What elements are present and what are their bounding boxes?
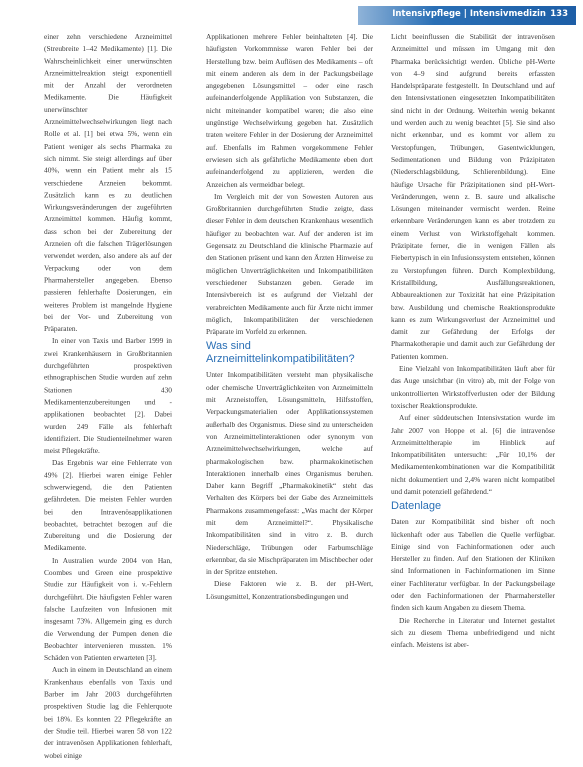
text-column-2 [206, 31, 373, 603]
paragraph: Im Vergleich mit der von Sowesten Autoren aus Großbritannien durchgeführten Studie zeigte, dass dieser Fehler in dem deutschen Krankenhaus wesentlich häufiger zu beobachten war. Auf der anderen ist im Gegensatz zu Deutschland die klinische Pharmazie auf den Stationen präsent und kann den Ärzten Hinweise zu möglichen Unverträglichkeiten und Inkompatibilitäten verschiedener Substanzen geben. Gerade im Intensivbereich ist es aufgrund der Vielzahl der verabreichten Medikamente auch für Ärzte nicht immer möglich, Inkompatibilitäten der verschiedenen Präparate im Vorfeld zu erkennen. [206, 191, 373, 337]
paragraph: Diese Faktoren wie z. B. der pH-Wert, Lösungsmittel, Konzentrationsbedingungen und [206, 579, 373, 601]
paragraph: In Australien wurde 2004 von Han, Coombes und Green eine prospektive Studie zur Häufigkeit von i. v.-Fehlern durchgeführt. Die häufigsten Fehler waren falsche Laufzeiten von Infusionen mit insgesamt 73%. Allgemein ging es durch die Verwendung der Pumpen denen die Beobachter intervenieren mussten. 1% Schäden von Patienten erwarteten [3]. [44, 555, 172, 663]
paragraph: Daten zur Kompatibilität sind bisher oft noch lückenhaft oder aus Tabellen die Quelle verfügbar. Einige sind von Fachinformationen oder auch Hersteller zu finden. Auf den Stationen der Kliniken sind Informationen in Fachinformationen im Sinne einer Fachliteratur verfügbar. In der Packungsbeilage oder den Fachinformationen der Pharmahersteller finden sich kaum Angaben zu diesem Thema. [391, 517, 555, 613]
paragraph: Auch in einem in Deutschland an einem Krankenhaus ebenfalls von Taxis und Barber im Jahr 2003 durchgeführten prospektiven Studie lag die Fehlerquote bei 18%. Es konnten 22 Pflegekräfte an der Studie teil. Hierbei waren 58 von 122 der intravenösen Applikationen fehlerhaft, wobei einige [44, 665, 172, 760]
section-header-bar [358, 6, 576, 25]
text-column-1 [44, 31, 172, 762]
paragraph: Auf einer süddeutschen Intensivstation wurde im Jahr 2007 von Hoppe et al. [6] die intravenöse Arzneimitteltherapie im Hinblick auf Inkompatibilitäten untersucht: „Für 10,1% der Medikamentenkombinationen war die Kompatibilität nicht dokumentiert und 2,4% waren nicht kompatibel und damit potenziell gefährdend.“ [391, 413, 555, 496]
section-title: Intensivpflege | Intensivmedizin [392, 9, 546, 19]
paragraph: Applikationen mehrere Fehler beinhalteten [4]. Die häufigsten Vorkommnisse waren Fehler bei der Herstellung bzw. beim Auflösen des Medikaments – oft mit einem anderen als dem in der Packungsbeilage angegebenen Lösungsmittel – oder eine rasch aufeinanderfolgende Applikation von Substanzen, die nicht miteinander kompatibel waren; die also eine ungünstige Wechselwirkung gegeben hat. Zusätzlich traten weitere Fehler in der Dosierung der Arzneimittel auf. Ebenfalls im Rahmen vorgekommene Fehler erwiesen sich als gefährliche Medikamente eben dort aufeinanderfolgend zu applizieren, werden die Anzeichen als vermeidbar belegt. [206, 32, 373, 189]
text-column-3 [391, 31, 555, 652]
paragraph: Licht beeinflussen die Stabilität der intravenösen Arzneimittel und müssen im Umgang mit den Pharmaka berücksichtigt werden. Übliche pH-Werte von 4–9 sind aufgrund bereits erfassten Handelspräparate festgestellt. In Deutschland und auf den Intensivstationen eingesetzten Inkompatibilitäten sind nicht in der Ordnung. Weiterhin wenig bekannt und werden auch zu wenig beachtet [5]. Sie sind also nicht erkennbar, und es kommt vor allem zu Verstopfungen, Trübungen, Gasentwicklungen, Sedimentationen und Bildung von Präzipitaten (Niederschlagsbildung, Schlierenbildung). Eine häufige Ursache für Präzipitationen sind pH-Wert-Veränderungen, wenn z. B. saure und alkalische Lösungen miteinander vermischt werden. Reine erkennbare Veränderungen kann es aber trotzdem zu einem Verlust von Wirkstoffgehalt kommen. Präzipitate ferner, die in wenigen Fällen als Fiebertypisch in ein Infusionssystem entstehen, können zu Verstopfungen führen. Durch Komplexbildung, Kristallbildung, Ausfällungsreaktionen, Abbaureaktionen zur Toxizität hat eine Präzipitation bzw. Ausbildung und chemische Reaktionsprodukte kann es zum Wirkungsverlust der Arzneimittel und damit zur Gefährdung der Erfolgs der Pharmakotherapie und damit auch zur Gefährdung der Patienten kommen. [391, 32, 555, 361]
section-heading: Datenlage [391, 500, 442, 513]
paragraph: Unter Inkompatibilitäten versteht man physikalische oder chemische Unverträglichkeiten von Arzneimitteln mit Arzneistoffen, Lösungsmitteln, Hilfsstoffen, Verpackungsmaterialien oder Applikationssystemen außerhalb des Organismus. Diese sind zu unterscheiden von Arzneimittelinteraktionen oder synonym von Arzneimittelwechselwirkungen, welche auf pharmakologischen bzw. pharmakokinetischen Interaktionen innerhalb eines Organismus beruhen. Daher kann Begriff „Pharmakokinetik“ steht das Verhalten des Körpers bei der Gabe des Arzneimittels Pharmakons zusammengefasst: „Was macht der Körper mit dem Arzneimittel?“. Physikalische Inkompatibilitäten sind in vitro z. B. durch Niederschläge, Trübungen oder Farbumschläge erkennbar, da sie Mischpräparaten im Mischbecher oder in der Spritze entstehen. [206, 370, 373, 577]
paragraph: In einer von Taxis und Barber 1999 in zwei Krankenhäusern in Großbritannien durchgeführten prospektiven ethnographischen Studie wurden auf zehn Stationen 430 Medikamentenzubereitungen und -applikationen beobachtet [2]. Dabei wurden 249 Fälle als fehlerhaft identifiziert. Die Studienteilnehmer waren meist Pflegekräfte. [44, 336, 172, 456]
page-number: 133 [550, 9, 568, 19]
section-heading: Was sind Arzneimittelinkompatibilitäten? [206, 340, 355, 366]
paragraph: einer zehn verschiedene Arzneimittel (Streubreite 1–42 Medikamente) [1]. Die Wahrscheinlichkeit einer unerwünschten Arzneimittelreaktion steigt exponentiell mit der Anzahl der verordneten Medikamente. Die Häufigkeit unerwünschter Arzneimittelwechselwirkungen liegt nach Rolle et al. [1] bei etwa 5%, wenn ein Patient weniger als sechs Pharmaka zu sich nimmt. Sie steigt allerdings auf über 40%, wenn ein Patient mehr als 15 verschiedene Arzneien bekommt. Zusätzlich kann es zu deutlichen Wirkungsveränderungen der zugeführten Arzneimittel kommen. Häufig kommt, dass schon bei der Zubereitung der Arzneien oft die falschen Trägerlösungen verwendet werden, also andere als auf der Verpackung oder von dem Pharmahersteller angegeben. Ebenso passieren fehlerhafte Dosierungen, ein weiteres Problem ist mangelnde Hygiene bei der Vor- und Zubereitung von Präparaten. [44, 31, 172, 334]
paragraph: Die Recherche in Literatur und Internet gestaltet sich zu diesem Thema unbefriedigend und nicht einfach. Meistens ist aber- [391, 615, 555, 650]
paragraph: Eine Vielzahl von Inkompatibilitäten läuft aber für das Auge unsichtbar (in vitro) ab, mit der Folge von unkontrollierten Wirkstoffverlusten oder der Bildung toxischer Reaktionsprodukte. [391, 364, 555, 410]
paragraph: Das Ergebnis war eine Fehlerrate von 49% [2]. Hierbei waren einige Fehler schwerwiegend, die den Patienten gefährdeten. Die meisten Fehler wurden bei den Intravenösapplikationen beobachtet, betrachtet bezogen auf die Zubereitung und die Dosierung der Medikamente. [44, 458, 172, 553]
